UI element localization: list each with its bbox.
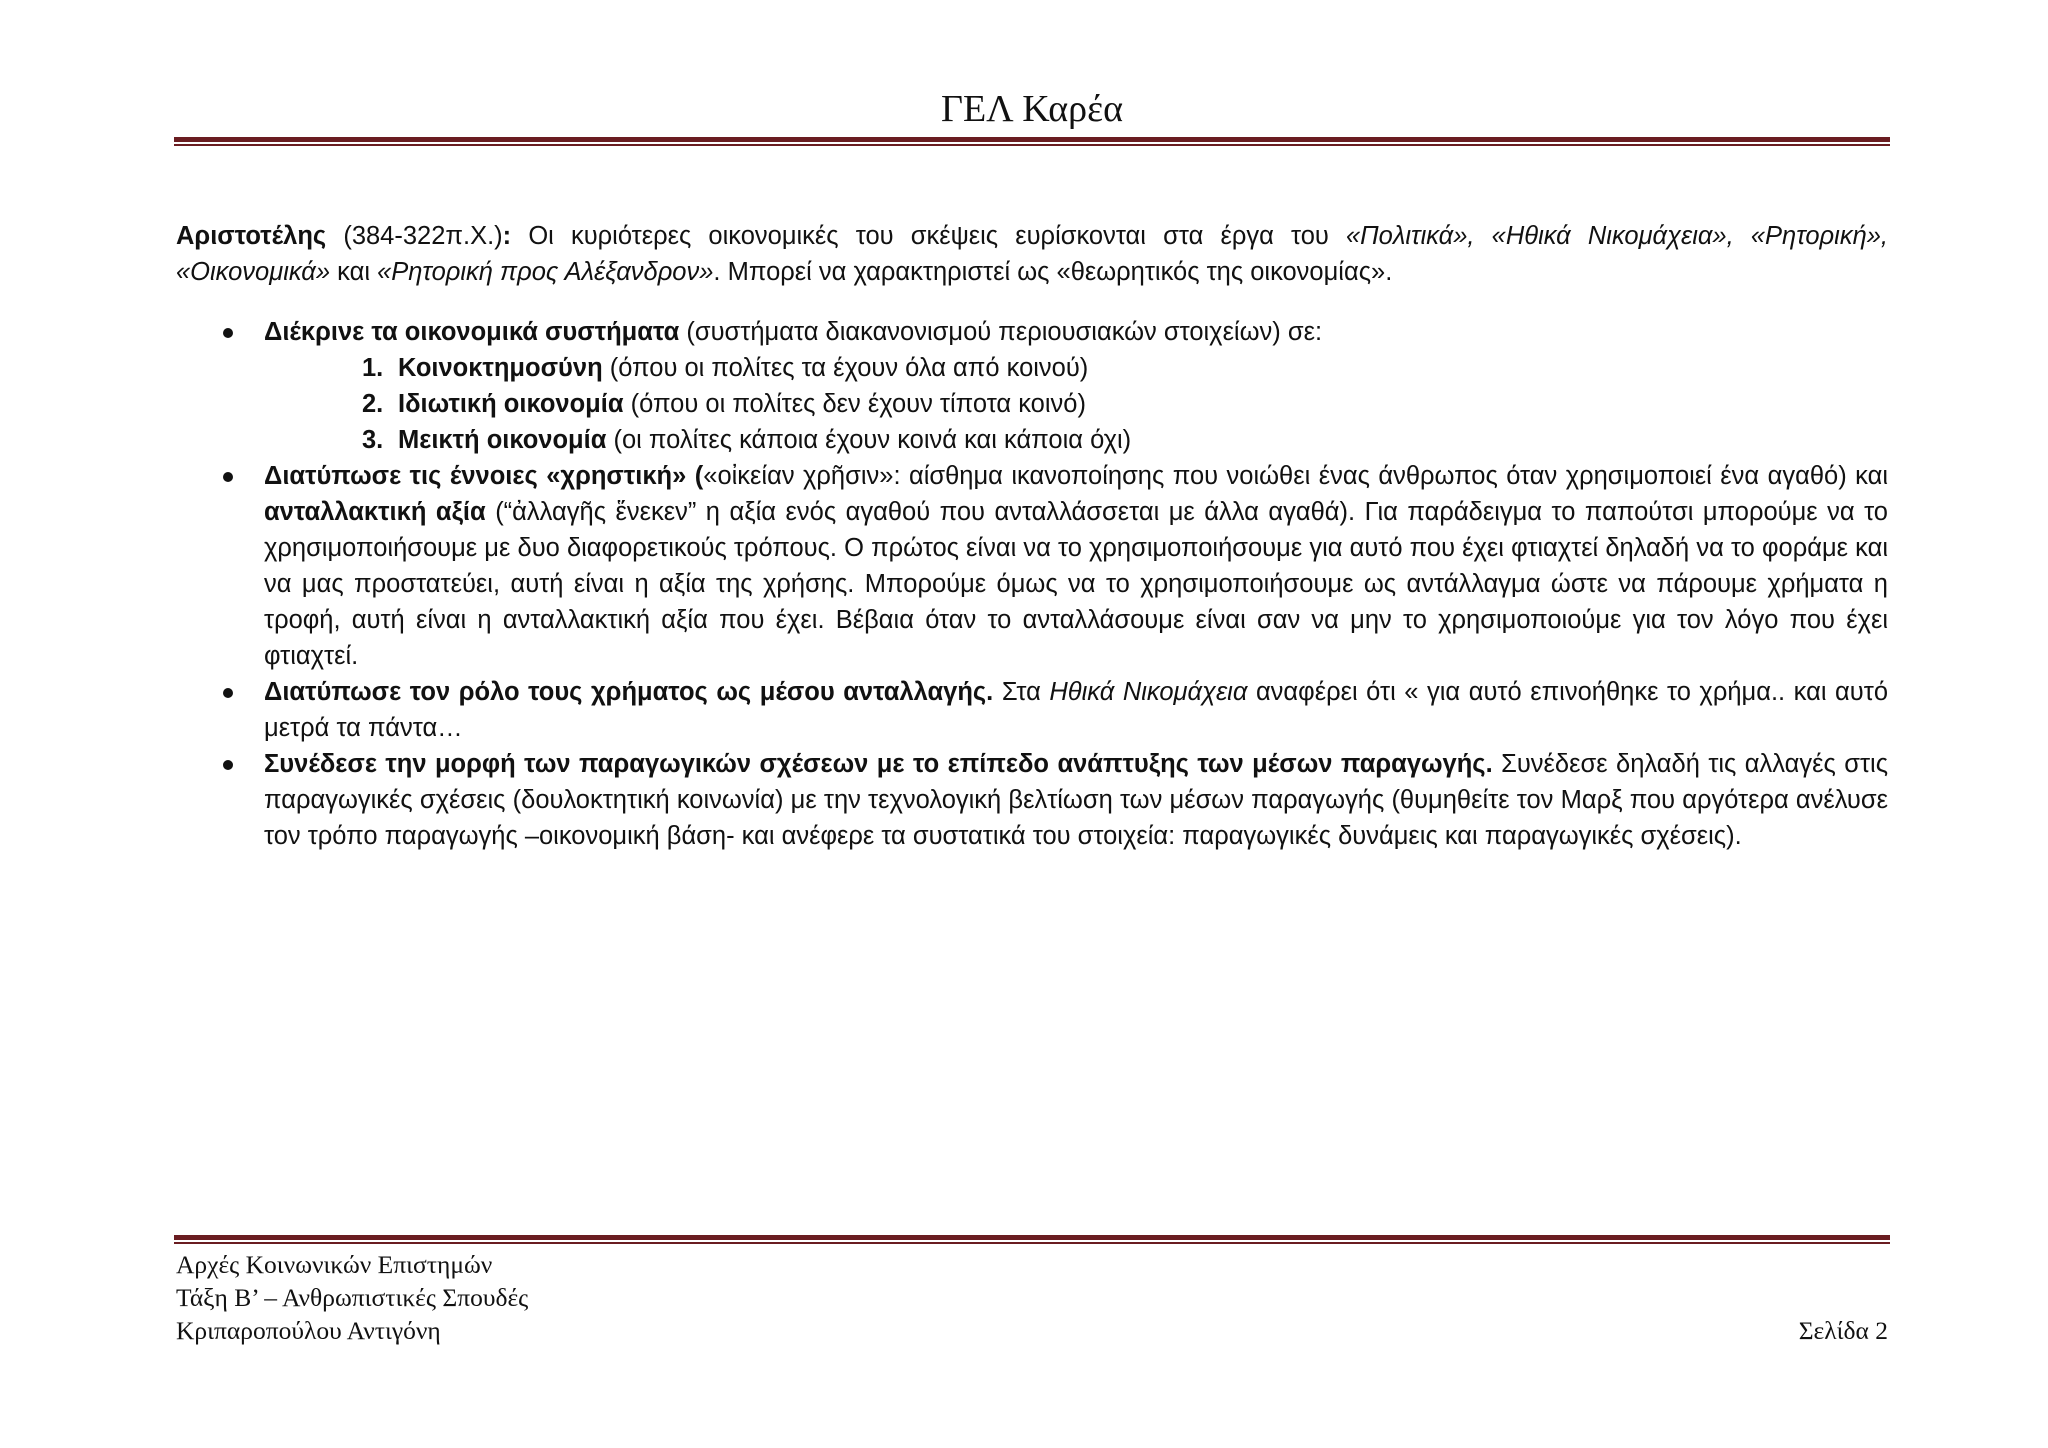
bullet-list [176,314,1888,854]
item-text: (οι πολίτες κάποια έχουν κοινά και κάποια όχι) [606,426,1132,454]
numbered-item [264,386,1888,422]
bullet-dot-icon [223,328,233,338]
footer-class: Τάξη Β’ – Ανθρωπιστικές Σπουδές [176,1283,529,1312]
header-title: ΓΕΛ Καρέα [940,88,1124,130]
item-number: 1. [362,354,384,382]
bullet-3-italic: Ηθικά Νικομάχεια [1049,678,1248,706]
bullet-item-value-concepts [176,458,1888,674]
bullet-2-text-1: «οἰκείαν χρῆσιν»: αίσθημα ικανοποίησης που νοιώθει ένας άνθρωπος όταν χρησιμοποιεί ένα αγαθό) και [703,462,1888,490]
bullet-2-bold-1: Διατύπωσε τις έννοιες «χρηστική» ( [264,462,704,490]
intro-text-1: Οι κυριότερες οικονομικές του σκέψεις ευρίσκονται στα έργα του [511,222,1346,250]
footer-rule [174,1235,1890,1244]
footer-subject: Αρχές Κοινωνικών Επιστημών [176,1250,493,1279]
bullet-3-text-2: αναφέρει ότι « για αυτό επινοήθηκε το χρήμα.. και αυτό μετρά τα πάντα… [264,678,1889,742]
intro-name: Αριστοτέλης [176,222,327,250]
bullet-4-bold: Συνέδεσε την μορφή των παραγωγικών σχέσεων με το επίπεδο ανάπτυξης των μέσων παραγωγής. [264,750,1493,778]
bullet-3-bold: Διατύπωσε τον ρόλο τους χρήματος ως μέσου ανταλλαγής. [264,678,994,706]
bullet-dot-icon [223,472,233,482]
numbered-item [264,350,1888,386]
bullet-item-money-role [176,674,1888,746]
page-footer [176,1248,1888,1347]
bullet-item-production-relations [176,746,1888,854]
bullet-1-bold: Διέκρινε τα οικονομικά συστήματα [264,318,680,346]
item-number: 2. [362,390,384,418]
intro-works-1: «Πολιτικά», «Ηθικά Νικομάχεια», «Ρητορική», «Οικονομικά» [176,222,1888,286]
header-rule-thin [174,144,1890,146]
bullet-2-text-2: (“ἀλλαγῆς ἕνεκεν” η αξία ενός αγαθού που ανταλλάσσεται με άλλα αγαθά). Για παράδειγμα το παπούτσι μπορούμε να το χρησιμοποιήσουμε με δυο διαφορετικούς τρόπους. Ο πρώτος είναι να το χρησιμοποιήσουμε για αυτό που έχει φτιαχτεί δηλαδή να το φοράμε και να μας προστατεύει, αυτή είναι η αξία της χρήσης. Μπορούμε όμως να το χρησιμοποιήσουμε ως αντάλλαγμα ώστε να πάρουμε χρήματα η τροφή, αυτή είναι η ανταλλακτική αξία που έχει. Βέβαια όταν το ανταλλάσουμε είναι σαν να μην το χρησιμοποιούμε για τον λόγο που έχει φτιαχτεί. [264,498,1888,670]
intro-paragraph [176,218,1888,290]
footer-rule-thin [174,1242,1890,1244]
document-body [176,218,1888,854]
page-number: Σελίδα 2 [1798,1316,1888,1345]
item-bold: Μεικτή οικονομία [398,426,607,454]
bullet-2-bold-2: ανταλλακτική αξία [264,498,486,526]
item-text: (όπου οι πολίτες τα έχουν όλα από κοινού) [602,354,1089,382]
intro-colon: : [502,222,512,250]
bullet-1-text: (συστήματα διακανονισμού περιουσιακών στοιχείων) σε: [679,318,1323,346]
footer-author: Κριπαροπούλου Αντιγόνη [176,1316,441,1345]
intro-works-2: «Ρητορική προς Αλέξανδρον» [377,258,714,286]
bullet-4-text: Συνέδεσε δηλαδή τις αλλαγές στις παραγωγικές σχέσεις (δουλοκτητική κοινωνία) με την τεχνολογική βελτίωση των μέσων παραγωγής (θυμηθείτε τον Μαρξ που αργότερα ανέλυσε τον τρόπο παραγωγής –οικονομική βάση- και ανέφερε τα συστατικά του στοιχεία: παραγωγικές δυνάμεις και παραγωγικές σχέσεις). [264,750,1888,850]
header-rule-thick [174,137,1890,142]
numbered-item [264,422,1888,458]
item-bold: Κοινοκτημοσύνη [398,354,603,382]
item-text: (όπου οι πολίτες δεν έχουν τίποτα κοινό) [623,390,1086,418]
footer-rule-thick [174,1235,1890,1240]
header-rule [174,137,1890,146]
bullet-dot-icon [223,760,233,770]
intro-dates: (384-322π.Χ.) [326,222,503,250]
bullet-3-text-1: Στα [993,678,1050,706]
economic-systems-list [264,350,1888,458]
intro-text-2: . Μπορεί να χαρακτηριστεί ως «θεωρητικός της οικονομίας». [713,258,1393,286]
bullet-dot-icon [223,688,233,698]
bullet-item-economic-systems [176,314,1888,458]
item-number: 3. [362,426,384,454]
item-bold: Ιδιωτική οικονομία [398,390,624,418]
intro-and: και [330,258,378,286]
